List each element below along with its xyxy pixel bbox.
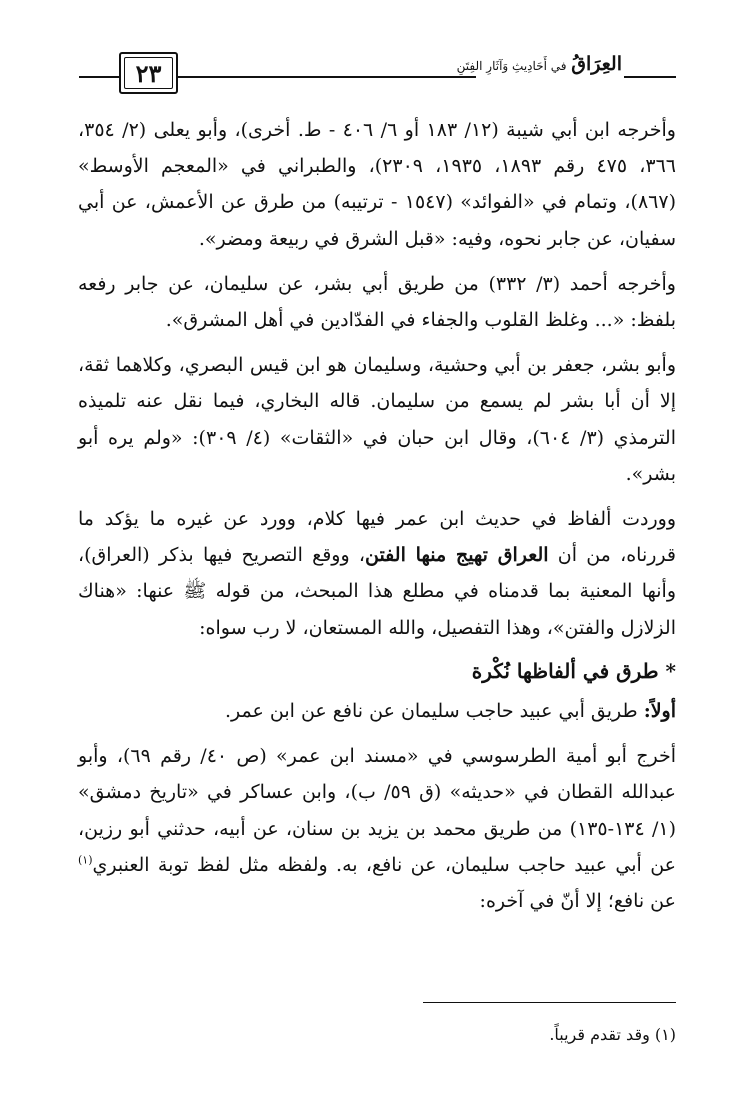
running-title — [456, 52, 622, 78]
paragraph-5-text: أخرج أبو أمية الطرسوسي في «مسند ابن عمر» (ص ٤٠/ رقم ٦٩)، وأبو عبدالله القطان في «حديثه» (ق ٥٩/ ب)، وابن عساكر في «تاريخ دمشق» (١/ ١٣٤-١٣٥) من طريق محمد بن يزيد بن سنان، عن أبيه، حدثني أبو رزين، عن أبي عبيد حاجب سليمان، عن نافع، به. ولفظه مثل لفظ توبة العنبري — [78, 745, 676, 876]
paragraph-4-end: ، ووقع التصريح فيها بذكر (العراق)، وأنها المعنية بما قدمناه في مطلع هذا المبحث، من قوله ﷺ عنها: «هناك الزلازل والفتن»، وهذا التفصيل، والله المستعان، لا رب سواه: — [78, 544, 676, 639]
paragraph-2: وأخرجه أحمد (٣/ ٣٣٢) من طريق أبي بشر، عن سليمان، عن جابر رفعه بلفظ: «... وغلظ القلوب والجفاء في الفدّادين في أهل المشرق». — [78, 272, 676, 332]
page-body — [78, 112, 676, 919]
paragraph-4-start: ووردت ألفاظ في حديث ابن عمر فيها كلام، وورد عن غيره ما يؤكد ما قررناه، من أن — [78, 508, 676, 567]
header-rule-right — [624, 76, 676, 78]
footnote-1: (١) وقد تقدم قريباً. — [549, 1025, 676, 1044]
running-title-sub: في أَحَادِيثِ وَآثَارِ الفِتَنِ — [456, 59, 567, 73]
subheading — [78, 693, 676, 729]
footnote-reference: (١) — [78, 853, 93, 867]
paragraph-4-bold: العراق تهيج منها الفتن — [364, 544, 549, 567]
running-title-main: العِرَاقُ — [571, 53, 622, 75]
paragraph-5-end: عن نافع؛ إلا أنّ في آخره: — [479, 890, 676, 913]
page-number: ٢٣ — [135, 59, 162, 88]
paragraph-5 — [78, 738, 676, 919]
paragraph-3: وأبو بشر، جعفر بن أبي وحشية، وسليمان هو ابن قيس البصري، وكلاهما ثقة، إلا أن أبا بشر لم يسمع من سليمان. قاله البخاري، فيما نقل عنه تلميذه الترمذي (٣/ ٦٠٤)، وقال ابن حبان في «الثقات» (٤/ ٣٠٩): «ولم يره أبو بشر». — [78, 354, 676, 485]
subheading-label: أولاً: — [643, 700, 676, 723]
subheading-text: طريق أبي عبيد حاجب سليمان عن نافع عن ابن عمر. — [225, 700, 644, 723]
header-rule-middle — [178, 76, 476, 78]
page-number-box — [119, 52, 178, 94]
footnote-separator — [423, 1002, 676, 1003]
section-heading: * طرق في ألفاظها نُكْرة — [471, 658, 676, 683]
paragraph-1: وأخرجه ابن أبي شيبة (١٢/ ١٨٣ أو ٦/ ٤٠٦ - ط. أخرى)، وأبو يعلى (٢/ ٣٥٤، ٣٦٦، ٤٧٥ رقم ١٨٩٣، ١٩٣٥، ٢٣٠٩)، والطبراني في «المعجم الأوسط» (٨٦٧)، وتمام في «الفوائد» (١٥٤٧ - ترتيبه) من طرق عن الأعمش، عن أبي سفيان، عن جابر نحوه، وفيه: «قبل الشرق في ربيعة ومضر». — [78, 119, 677, 250]
paragraph-4 — [78, 501, 676, 646]
header-rule-left — [79, 76, 119, 78]
